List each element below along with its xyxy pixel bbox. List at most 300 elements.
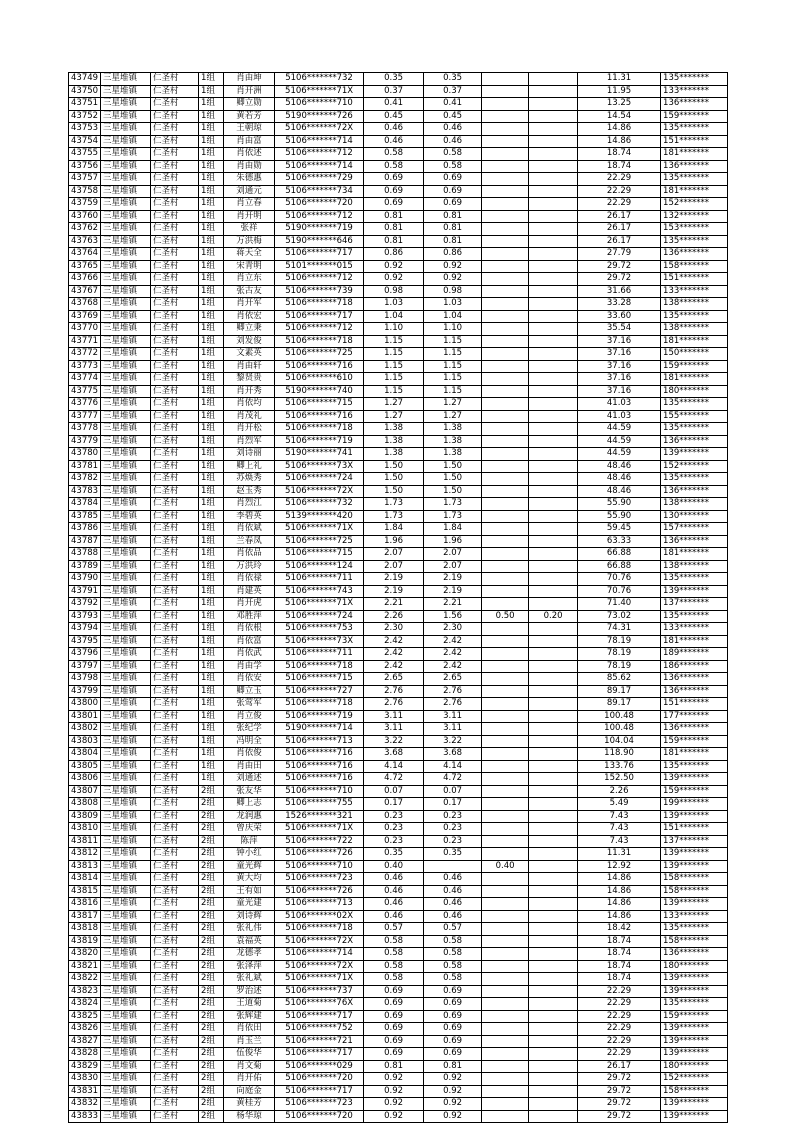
village-cell: 仁圣村 [151, 210, 199, 223]
area-cell: 0.46 [364, 123, 424, 136]
phone-cell: 139******* [661, 773, 728, 786]
village-cell: 仁圣村 [151, 273, 199, 286]
value-c-cell [482, 248, 529, 261]
village-cell: 仁圣村 [151, 710, 199, 723]
village-cell: 仁圣村 [151, 810, 199, 823]
table-row [69, 685, 728, 698]
value-c-cell [482, 110, 529, 123]
id-number-cell: 5106*******724 [275, 610, 364, 623]
name-cell: 肖由轩 [224, 360, 275, 373]
phone-cell: 139******* [661, 1023, 728, 1036]
name-cell: 肖依武 [224, 648, 275, 661]
group-cell: 1组 [199, 485, 224, 498]
town-cell: 三星堆镇 [101, 985, 151, 998]
table-row [69, 910, 728, 923]
row-number: 43825 [69, 1010, 101, 1023]
name-cell: 黄若芳 [224, 110, 275, 123]
phone-cell: 158******* [661, 1085, 728, 1098]
area-cell: 0.40 [364, 860, 424, 873]
group-cell: 2组 [199, 860, 224, 873]
town-cell: 三星堆镇 [101, 848, 151, 861]
village-cell: 仁圣村 [151, 523, 199, 536]
row-number: 43829 [69, 1060, 101, 1073]
id-number-cell: 5106*******711 [275, 573, 364, 586]
row-number: 43751 [69, 98, 101, 111]
value-c-cell [482, 473, 529, 486]
value-d-cell [529, 198, 578, 211]
village-cell: 仁圣村 [151, 885, 199, 898]
id-number-cell: 5106*******718 [275, 923, 364, 936]
village-cell: 仁圣村 [151, 660, 199, 673]
table-row [69, 835, 728, 848]
group-cell: 1组 [199, 385, 224, 398]
amount-cell: 14.54 [578, 110, 661, 123]
phone-cell: 138******* [661, 498, 728, 511]
value-c-cell: 0.40 [482, 860, 529, 873]
phone-cell: 136******* [661, 723, 728, 736]
value-c-cell [482, 385, 529, 398]
name-cell: 肖依根 [224, 623, 275, 636]
amount-cell: 33.28 [578, 298, 661, 311]
table-row [69, 848, 728, 861]
area-cell: 2.42 [364, 635, 424, 648]
phone-cell: 133******* [661, 623, 728, 636]
name-cell: 童光辉 [224, 860, 275, 873]
area-cell: 0.46 [364, 135, 424, 148]
amount-cell: 14.86 [578, 135, 661, 148]
amount-cell: 29.72 [578, 1073, 661, 1086]
row-number: 43824 [69, 998, 101, 1011]
row-number: 43815 [69, 885, 101, 898]
area-cell: 0.35 [364, 73, 424, 86]
group-cell: 1组 [199, 535, 224, 548]
area-cell: 2.76 [364, 698, 424, 711]
name-cell: 肖由富 [224, 135, 275, 148]
value-c-cell [482, 898, 529, 911]
value-c-cell [482, 723, 529, 736]
row-number: 43780 [69, 448, 101, 461]
name-cell: 刘诗丽 [224, 448, 275, 461]
value-d-cell [529, 248, 578, 261]
phone-cell: 135******* [661, 998, 728, 1011]
town-cell: 三星堆镇 [101, 185, 151, 198]
village-cell: 仁圣村 [151, 85, 199, 98]
group-cell: 1组 [199, 635, 224, 648]
table-row [69, 448, 728, 461]
phone-cell: 135******* [661, 398, 728, 411]
id-number-cell: 5106*******716 [275, 360, 364, 373]
value-b-cell: 0.17 [424, 798, 482, 811]
area-cell: 0.92 [364, 260, 424, 273]
table-row [69, 798, 728, 811]
value-d-cell [529, 1085, 578, 1098]
village-cell: 仁圣村 [151, 160, 199, 173]
value-c-cell [482, 835, 529, 848]
id-number-cell: 5106*******712 [275, 148, 364, 161]
value-d-cell [529, 685, 578, 698]
amount-cell: 14.86 [578, 898, 661, 911]
name-cell: 肖依均 [224, 398, 275, 411]
group-cell: 1组 [199, 548, 224, 561]
table-row [69, 785, 728, 798]
id-number-cell: 5106*******713 [275, 898, 364, 911]
value-d-cell [529, 160, 578, 173]
value-c-cell [482, 398, 529, 411]
id-number-cell: 5106*******71X [275, 523, 364, 536]
town-cell: 三星堆镇 [101, 1048, 151, 1061]
amount-cell: 7.43 [578, 823, 661, 836]
table-row [69, 610, 728, 623]
amount-cell: 100.48 [578, 710, 661, 723]
group-cell: 2组 [199, 1098, 224, 1111]
value-c-cell [482, 635, 529, 648]
area-cell: 2.42 [364, 648, 424, 661]
town-cell: 三星堆镇 [101, 160, 151, 173]
name-cell: 黄大均 [224, 873, 275, 886]
row-number: 43809 [69, 810, 101, 823]
town-cell: 三星堆镇 [101, 560, 151, 573]
value-b-cell: 0.69 [424, 985, 482, 998]
amount-cell: 7.43 [578, 810, 661, 823]
area-cell: 0.92 [364, 273, 424, 286]
group-cell: 2组 [199, 985, 224, 998]
row-number: 43802 [69, 723, 101, 736]
id-number-cell: 5106*******737 [275, 985, 364, 998]
phone-cell: 136******* [661, 535, 728, 548]
id-number-cell: 5139*******420 [275, 510, 364, 523]
value-d-cell [529, 760, 578, 773]
name-cell: 肖依田 [224, 1023, 275, 1036]
table-row [69, 735, 728, 748]
village-cell: 仁圣村 [151, 610, 199, 623]
village-cell: 仁圣村 [151, 923, 199, 936]
name-cell: 肖立东 [224, 273, 275, 286]
table-row [69, 598, 728, 611]
id-number-cell: 5106*******02X [275, 910, 364, 923]
row-number: 43773 [69, 360, 101, 373]
value-d-cell [529, 435, 578, 448]
row-number: 43816 [69, 898, 101, 911]
value-d-cell [529, 735, 578, 748]
area-cell: 2.30 [364, 623, 424, 636]
name-cell: 黎贤贵 [224, 373, 275, 386]
id-number-cell: 5106*******732 [275, 73, 364, 86]
value-c-cell [482, 523, 529, 536]
village-cell: 仁圣村 [151, 1035, 199, 1048]
area-cell: 0.46 [364, 873, 424, 886]
town-cell: 三星堆镇 [101, 210, 151, 223]
phone-cell: 181******* [661, 373, 728, 386]
value-b-cell: 1.03 [424, 298, 482, 311]
phone-cell: 158******* [661, 885, 728, 898]
amount-cell: 78.19 [578, 660, 661, 673]
amount-cell: 104.04 [578, 735, 661, 748]
value-d-cell [529, 335, 578, 348]
town-cell: 三星堆镇 [101, 385, 151, 398]
value-b-cell: 0.81 [424, 1060, 482, 1073]
value-b-cell: 0.92 [424, 1073, 482, 1086]
village-cell: 仁圣村 [151, 773, 199, 786]
row-number: 43817 [69, 910, 101, 923]
id-number-cell: 5106*******717 [275, 1010, 364, 1023]
name-cell: 肖由学 [224, 660, 275, 673]
row-number: 43762 [69, 223, 101, 236]
value-b-cell: 1.15 [424, 348, 482, 361]
village-cell: 仁圣村 [151, 448, 199, 461]
table-row [69, 1035, 728, 1048]
amount-cell: 22.29 [578, 998, 661, 1011]
phone-cell: 153******* [661, 223, 728, 236]
town-cell: 三星堆镇 [101, 460, 151, 473]
group-cell: 2组 [199, 898, 224, 911]
value-d-cell [529, 698, 578, 711]
town-cell: 三星堆镇 [101, 73, 151, 86]
value-b-cell: 0.69 [424, 198, 482, 211]
value-b-cell: 2.07 [424, 548, 482, 561]
value-b-cell: 0.58 [424, 935, 482, 948]
phone-cell: 135******* [661, 423, 728, 436]
value-d-cell [529, 823, 578, 836]
table-row [69, 148, 728, 161]
area-cell: 2.76 [364, 685, 424, 698]
village-cell: 仁圣村 [151, 498, 199, 511]
name-cell: 万洪梅 [224, 235, 275, 248]
id-number-cell: 5106*******719 [275, 710, 364, 723]
row-number: 43782 [69, 473, 101, 486]
phone-cell: 159******* [661, 110, 728, 123]
name-cell: 肖依俊 [224, 748, 275, 761]
value-d-cell [529, 548, 578, 561]
area-cell: 0.57 [364, 923, 424, 936]
town-cell: 三星堆镇 [101, 710, 151, 723]
group-cell: 2组 [199, 1085, 224, 1098]
area-cell: 0.23 [364, 810, 424, 823]
name-cell: 肖依述 [224, 148, 275, 161]
table-row [69, 648, 728, 661]
town-cell: 三星堆镇 [101, 235, 151, 248]
table-row [69, 373, 728, 386]
value-d-cell [529, 473, 578, 486]
id-number-cell: 5106*******752 [275, 1023, 364, 1036]
area-cell: 0.92 [364, 1098, 424, 1111]
id-number-cell: 5106*******739 [275, 285, 364, 298]
value-c-cell [482, 348, 529, 361]
value-c-cell [482, 373, 529, 386]
value-b-cell: 0.57 [424, 923, 482, 936]
table-row [69, 623, 728, 636]
table-row [69, 660, 728, 673]
value-d-cell [529, 960, 578, 973]
phone-cell: 137******* [661, 598, 728, 611]
value-b-cell: 0.92 [424, 1098, 482, 1111]
village-cell: 仁圣村 [151, 410, 199, 423]
group-cell: 1组 [199, 460, 224, 473]
name-cell: 苏焕秀 [224, 473, 275, 486]
value-d-cell [529, 123, 578, 136]
area-cell: 1.27 [364, 398, 424, 411]
group-cell: 1组 [199, 710, 224, 723]
value-c-cell [482, 148, 529, 161]
amount-cell: 29.72 [578, 273, 661, 286]
village-cell: 仁圣村 [151, 473, 199, 486]
phone-cell: 177******* [661, 710, 728, 723]
group-cell: 1组 [199, 323, 224, 336]
area-cell: 1.50 [364, 485, 424, 498]
village-cell: 仁圣村 [151, 760, 199, 773]
value-b-cell: 3.11 [424, 723, 482, 736]
phone-cell: 135******* [661, 473, 728, 486]
town-cell: 三星堆镇 [101, 510, 151, 523]
row-number: 43786 [69, 523, 101, 536]
table-row [69, 498, 728, 511]
value-b-cell: 0.07 [424, 785, 482, 798]
phone-cell: 159******* [661, 1010, 728, 1023]
value-b-cell: 2.19 [424, 585, 482, 598]
id-number-cell: 5106*******717 [275, 310, 364, 323]
table-row [69, 973, 728, 986]
id-number-cell: 5106*******714 [275, 160, 364, 173]
name-cell: 兰春凤 [224, 535, 275, 548]
id-number-cell: 5106*******71X [275, 973, 364, 986]
id-number-cell: 5190*******741 [275, 448, 364, 461]
row-number: 43756 [69, 160, 101, 173]
table-row [69, 473, 728, 486]
area-cell: 0.69 [364, 998, 424, 1011]
id-number-cell: 5190*******726 [275, 110, 364, 123]
name-cell: 赵玉秀 [224, 485, 275, 498]
group-cell: 2组 [199, 960, 224, 973]
name-cell: 肖开虎 [224, 598, 275, 611]
town-cell: 三星堆镇 [101, 948, 151, 961]
town-cell: 三星堆镇 [101, 798, 151, 811]
amount-cell: 59.45 [578, 523, 661, 536]
amount-cell: 152.50 [578, 773, 661, 786]
id-number-cell: 5106*******713 [275, 735, 364, 748]
phone-cell: 133******* [661, 85, 728, 98]
town-cell: 三星堆镇 [101, 248, 151, 261]
phone-cell: 139******* [661, 898, 728, 911]
name-cell: 肖由勋 [224, 160, 275, 173]
name-cell: 王有如 [224, 885, 275, 898]
table-row [69, 698, 728, 711]
area-cell: 1.96 [364, 535, 424, 548]
group-cell: 1组 [199, 510, 224, 523]
amount-cell: 22.29 [578, 1048, 661, 1061]
table-row [69, 260, 728, 273]
area-cell: 0.17 [364, 798, 424, 811]
row-number: 43823 [69, 985, 101, 998]
value-b-cell: 1.73 [424, 510, 482, 523]
area-cell: 0.81 [364, 223, 424, 236]
id-number-cell: 5106*******72X [275, 960, 364, 973]
group-cell: 2组 [199, 810, 224, 823]
amount-cell: 118.90 [578, 748, 661, 761]
value-d-cell [529, 1023, 578, 1036]
village-cell: 仁圣村 [151, 948, 199, 961]
value-b-cell: 3.11 [424, 710, 482, 723]
village-cell: 仁圣村 [151, 173, 199, 186]
table-row [69, 1048, 728, 1061]
value-b-cell: 0.58 [424, 148, 482, 161]
amount-cell: 89.17 [578, 685, 661, 698]
area-cell: 3.68 [364, 748, 424, 761]
id-number-cell: 5106*******715 [275, 398, 364, 411]
value-c-cell [482, 985, 529, 998]
group-cell: 1组 [199, 685, 224, 698]
town-cell: 三星堆镇 [101, 148, 151, 161]
table-row [69, 1010, 728, 1023]
town-cell: 三星堆镇 [101, 335, 151, 348]
table-row [69, 173, 728, 186]
name-cell: 冯明全 [224, 735, 275, 748]
group-cell: 1组 [199, 198, 224, 211]
value-c-cell [482, 560, 529, 573]
group-cell: 1组 [199, 585, 224, 598]
amount-cell: 55.90 [578, 498, 661, 511]
name-cell: 肖立俊 [224, 710, 275, 723]
value-c-cell [482, 535, 529, 548]
village-cell: 仁圣村 [151, 823, 199, 836]
town-cell: 三星堆镇 [101, 473, 151, 486]
id-number-cell: 5106*******722 [275, 835, 364, 848]
table-row [69, 223, 728, 236]
village-cell: 仁圣村 [151, 698, 199, 711]
group-cell: 2组 [199, 998, 224, 1011]
value-c-cell [482, 923, 529, 936]
row-number: 43814 [69, 873, 101, 886]
row-number: 43804 [69, 748, 101, 761]
id-number-cell: 1526*******321 [275, 810, 364, 823]
value-b-cell: 1.50 [424, 485, 482, 498]
phone-cell: 186******* [661, 660, 728, 673]
phone-cell: 135******* [661, 73, 728, 86]
row-number: 43790 [69, 573, 101, 586]
town-cell: 三星堆镇 [101, 198, 151, 211]
row-number: 43783 [69, 485, 101, 498]
table-row [69, 760, 728, 773]
value-b-cell: 2.65 [424, 673, 482, 686]
amount-cell: 55.90 [578, 510, 661, 523]
value-b-cell: 2.19 [424, 573, 482, 586]
value-d-cell [529, 723, 578, 736]
group-cell: 1组 [199, 560, 224, 573]
value-d-cell [529, 573, 578, 586]
name-cell: 肖开松 [224, 423, 275, 436]
group-cell: 2组 [199, 848, 224, 861]
village-cell: 仁圣村 [151, 835, 199, 848]
value-d-cell [529, 285, 578, 298]
value-c-cell [482, 135, 529, 148]
area-cell: 1.73 [364, 510, 424, 523]
id-number-cell: 5106*******718 [275, 660, 364, 673]
village-cell: 仁圣村 [151, 235, 199, 248]
value-b-cell: 1.84 [424, 523, 482, 536]
table-row [69, 1073, 728, 1086]
value-d-cell [529, 673, 578, 686]
group-cell: 1组 [199, 423, 224, 436]
value-d-cell [529, 873, 578, 886]
value-b-cell: 0.58 [424, 160, 482, 173]
phone-cell: 151******* [661, 273, 728, 286]
value-b-cell: 1.27 [424, 410, 482, 423]
value-d-cell [529, 848, 578, 861]
village-cell: 仁圣村 [151, 635, 199, 648]
phone-cell: 135******* [661, 760, 728, 773]
town-cell: 三星堆镇 [101, 123, 151, 136]
phone-cell: 136******* [661, 435, 728, 448]
table-row [69, 1023, 728, 1036]
phone-cell: 136******* [661, 98, 728, 111]
